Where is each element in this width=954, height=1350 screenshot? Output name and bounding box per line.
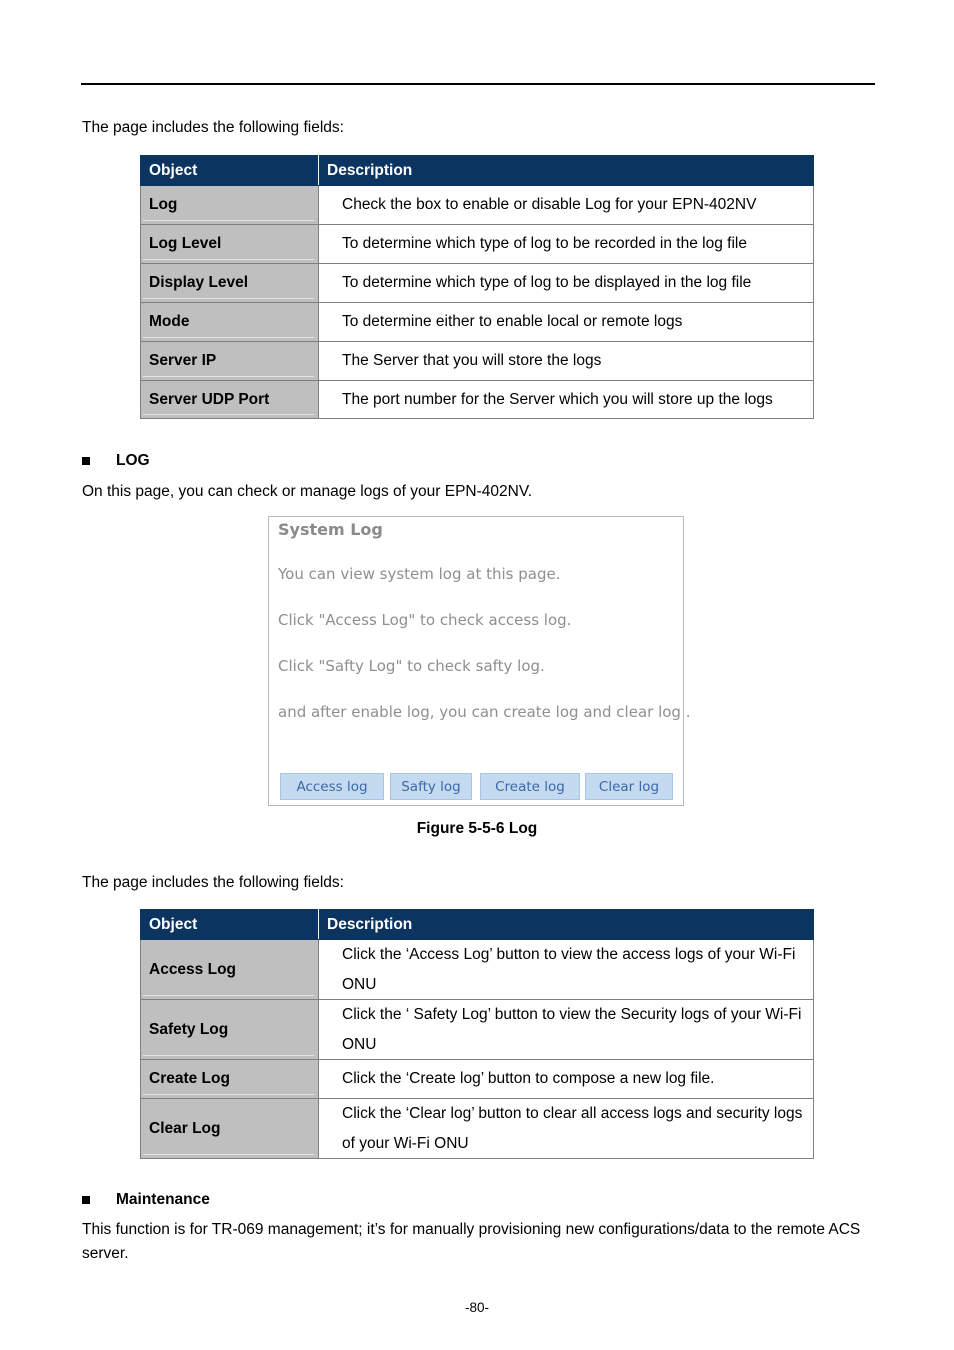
column-header-object: Object: [141, 910, 319, 940]
system-log-line: and after enable log, you can create log and clear log .: [278, 703, 691, 721]
log-section-text: On this page, you can check or manage logs of your EPN-402NV.: [82, 483, 533, 500]
object-cell: [141, 264, 319, 303]
description-cell: To determine which type of log to be recorded in the log file: [319, 225, 814, 264]
header-rule: [81, 83, 875, 85]
system-log-title: System Log: [278, 520, 383, 539]
fields-table-2: [140, 909, 814, 1159]
object-label: Display Level: [141, 264, 318, 302]
table-row: [141, 1000, 814, 1060]
object-cell: [141, 342, 319, 381]
table-row: [141, 342, 814, 381]
object-label: Server IP: [141, 342, 318, 380]
object-cell: [141, 1000, 319, 1060]
object-label: Clear Log: [141, 1099, 318, 1158]
object-cell: [141, 186, 319, 225]
square-bullet-icon: [82, 457, 90, 465]
table-row: [141, 225, 814, 264]
object-label: Safety Log: [141, 1000, 318, 1059]
fields-table-1: [140, 155, 814, 419]
create-log-button[interactable]: Create log: [480, 773, 580, 800]
object-cell: [141, 225, 319, 264]
description-cell: To determine either to enable local or remote logs: [319, 303, 814, 342]
table-header-row: [141, 156, 814, 186]
table-row: [141, 186, 814, 225]
section-heading-log: [82, 452, 150, 470]
object-label: Server UDP Port: [141, 381, 318, 418]
object-cell: [141, 940, 319, 1000]
maintenance-section-text: This function is for TR-069 management; it’s for manually provisioning new configurations/data to the remote ACS server.: [82, 1221, 861, 1262]
object-label: Access Log: [141, 940, 318, 999]
column-header-description: Description: [319, 156, 814, 186]
description-cell: Click the ‘Clear log’ button to clear all access logs and security logs of your Wi-Fi ONU: [319, 1099, 814, 1159]
system-log-line: Click "Safty Log" to check safty log.: [278, 657, 545, 675]
description-cell: Click the ‘ Safety Log’ button to view the Security logs of your Wi-Fi ONU: [319, 1000, 814, 1060]
system-log-panel: [268, 516, 691, 806]
description-cell: The port number for the Server which you will store up the logs: [319, 381, 814, 419]
page-number: -80-: [464, 1300, 489, 1315]
description-cell: Click the ‘Create log’ button to compose a new log file.: [319, 1060, 814, 1099]
table-row: [141, 381, 814, 419]
section-heading-text: LOG: [116, 452, 150, 469]
table-header-row: [141, 910, 814, 940]
description-cell: Check the box to enable or disable Log for your EPN-402NV: [319, 186, 814, 225]
intro-text-2: The page includes the following fields:: [82, 874, 344, 891]
section-heading-maintenance: [82, 1191, 210, 1209]
table-row: [141, 1060, 814, 1099]
object-label: Create Log: [141, 1060, 318, 1098]
safty-log-button[interactable]: Safty log: [390, 773, 472, 800]
description-cell: Click the ‘Access Log’ button to view the access logs of your Wi-Fi ONU: [319, 940, 814, 1000]
description-cell: To determine which type of log to be displayed in the log file: [319, 264, 814, 303]
object-label: Log: [141, 186, 318, 224]
table-row: [141, 1099, 814, 1159]
section-heading-text: Maintenance: [116, 1191, 210, 1208]
column-header-description: Description: [319, 910, 814, 940]
table-row: [141, 303, 814, 342]
object-cell: [141, 381, 319, 419]
square-bullet-icon: [82, 1196, 90, 1204]
intro-text-1: The page includes the following fields:: [82, 119, 344, 136]
description-cell: The Server that you will store the logs: [319, 342, 814, 381]
column-header-object: Object: [141, 156, 319, 186]
clear-log-button[interactable]: Clear log: [585, 773, 673, 800]
table-row: [141, 264, 814, 303]
figure-caption: Figure 5-5-6 Log: [416, 820, 538, 837]
access-log-button[interactable]: Access log: [280, 773, 384, 800]
object-cell: [141, 1099, 319, 1159]
object-cell: [141, 1060, 319, 1099]
object-label: Mode: [141, 303, 318, 341]
object-label: Log Level: [141, 225, 318, 263]
table-row: [141, 940, 814, 1000]
system-log-line: You can view system log at this page.: [278, 565, 561, 583]
object-cell: [141, 303, 319, 342]
system-log-line: Click "Access Log" to check access log.: [278, 611, 572, 629]
